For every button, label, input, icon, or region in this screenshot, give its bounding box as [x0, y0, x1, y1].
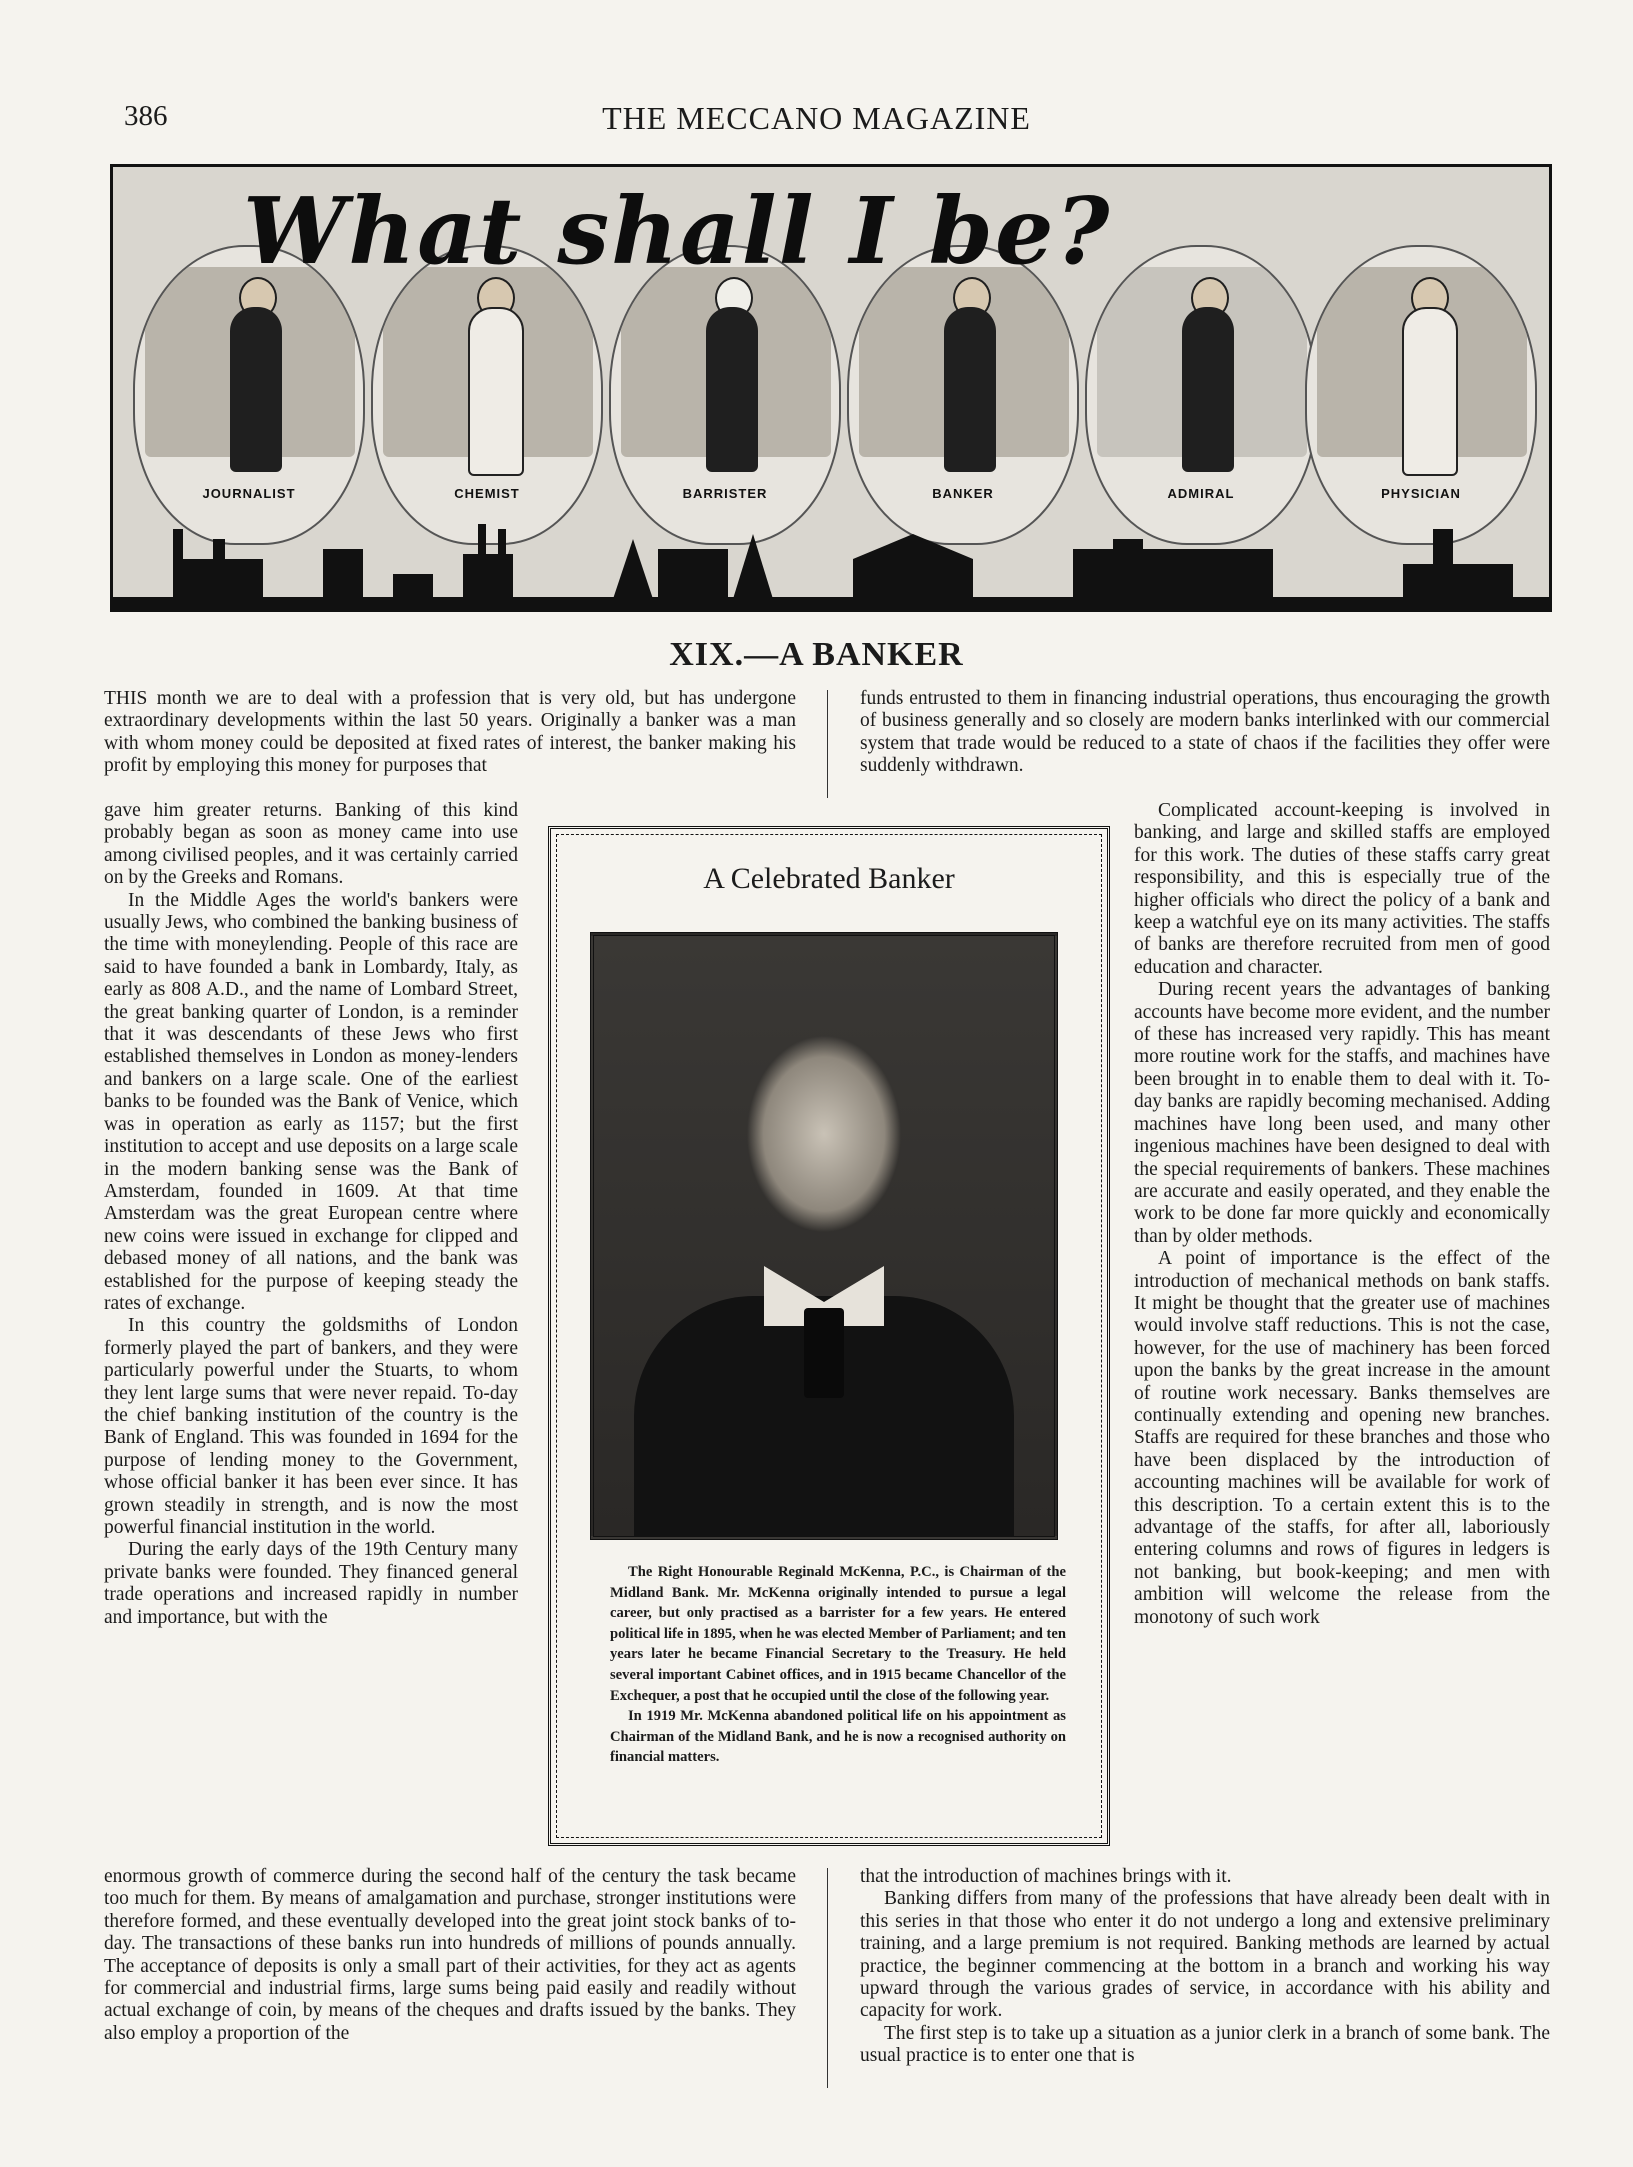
physician-vignette: [1305, 245, 1537, 545]
article-title: XIX.—A BANKER: [669, 636, 964, 673]
bottom-left-column: [104, 1866, 796, 2045]
body-right-column: [1134, 800, 1550, 1629]
profession-label: BANKER: [932, 486, 994, 501]
body-paragraph: Banking differs from many of the professions that have already been dealt with in this series in that those who enter it do not undergo a long and extensive preliminary training, and a large premium is not required. Banking methods are learned by actual practice, the beginner commencing at the bottom in a branch and working his way upward through the various grades of service, in accordance with his ability and capacity for work.: [860, 1888, 1550, 2022]
intro-paragraph-right: funds entrusted to them in financing industrial operations, thus encouraging the growth of business generally and so closely are modern banks interlinked with our commercial system that trade would be reduced to a state of chaos if the facilities they offer were suddenly withdrawn.: [860, 688, 1550, 777]
profession-label: ADMIRAL: [1167, 486, 1235, 501]
portrait-caption: [610, 1562, 1066, 1768]
intro-paragraph-left: THIS month we are to deal with a profession that is very old, but has undergone extraordinary developments within the last 50 years. Originally a banker was a man with whom money could be deposited at fixed rates of interest, the banker making his profit by employing this money for purposes that: [104, 688, 796, 777]
column-rule: [827, 1868, 828, 2088]
barrister-vignette: [609, 245, 841, 545]
admiral-vignette: [1085, 245, 1317, 545]
banner-illustration: [110, 164, 1552, 612]
intro-right-column: [860, 688, 1550, 778]
banner-title: What shall I be?: [243, 177, 1112, 285]
profession-label: JOURNALIST: [202, 486, 296, 501]
caption-paragraph: The Right Honourable Reginald McKenna, P.C., is Chairman of the Midland Bank. Mr. McKenna originally intended to pursue a legal career, but only practised as a barrister for a few years. He entered political life in 1895, when he was elected Member of Parliament; and ten years later he became Financial Secretary to the Treasury. He held several important Cabinet offices, and in 1915 became Chancellor of the Exchequer, a post that he occupied until the close of the following year.: [610, 1564, 1066, 1704]
profession-label: PHYSICIAN: [1381, 486, 1461, 501]
body-paragraph: A point of importance is the effect of the introduction of mechanical methods on bank staffs. It might be thought that the greater use of machines would involve staff reductions. This is not the case, however, for the use of machinery has been forced upon the banks by the great increase in the amount of routine work necessary. Banks themselves are continually extending and opening new branches. Staffs are required for these branches and those who have been displaced by the introduction of accounting machines will be available for work of this description. To a certain extent this is to the advantage of the staffs, for after all, laboriously entering columns and rows of figures in ledgers is not banking, but book-keeping; and men with ambition will welcome the release from the monotony of such work: [1134, 1248, 1550, 1628]
sidebar-heading: A Celebrated Banker: [703, 862, 955, 895]
body-paragraph: Complicated account-keeping is involved in banking, and large and skilled staffs are employed for this work. The duties of these staffs carry great responsibility, and this is especially true of the higher officials who direct the policy of a bank and keep a watchful eye on its many activities. The staffs of banks are therefore recruited from men of good education and character.: [1134, 800, 1550, 978]
body-paragraph: enormous growth of commerce during the second half of the century the task became too much for them. By means of amalgamation and purchase, stronger institutions were therefore formed, and these eventually developed into the great joint stock banks of to-day. The transactions of these banks run into hundreds of millions of pounds annually. The acceptance of deposits is only a small part of their activities, for they act as agents for commercial and industrial firms, large sums being paid easily and readily without actual exchange of coin, by means of the cheques and drafts issued by the banks. They also employ a proportion of the: [104, 1866, 796, 2044]
journalist-vignette: [133, 245, 365, 545]
body-paragraph: that the introduction of machines brings with it.: [860, 1866, 1232, 1887]
profession-label: BARRISTER: [682, 486, 768, 501]
banker-vignette: [847, 245, 1079, 545]
body-paragraph: During recent years the advantages of banking accounts have become more evident, and the number of these has increased very rapidly. This has meant more routine work for the staffs, and machines have been brought in to enable them to deal with it. To-day banks are rapidly becoming mechanised. Adding machines have long been used, and many other ingenious machines have been designed to deal with the special requirements of bankers. These machines are accurate and easily operated, and they enable the work to be done far more quickly and economically than by older methods.: [1134, 979, 1550, 1247]
magazine-title: THE MECCANO MAGAZINE: [602, 100, 1031, 136]
portrait-photo: [590, 932, 1058, 1540]
body-paragraph: In the Middle Ages the world's bankers were usually Jews, who combined the banking business of the time with moneylending. People of this race are said to have founded a bank in Lombardy, Italy, as early as 808 A.D., and the name of Lombard Street, the great banking quarter of London, is a reminder that it was descendants of these Jews who first established themselves in London as money-lenders and bankers on a large scale. One of the earliest banks to be founded was the Bank of Venice, which was in operation as early as 1157; but the first institution to accept and use deposits on a large scale in the modern banking sense was the Bank of Amsterdam, founded in 1609. At that time Amsterdam was the great European centre where new coins were issued in exchange for clipped and debased money of all nations, and the bank was established for the purpose of keeping steady the rates of exchange.: [104, 889, 518, 1314]
caption-paragraph: In 1919 Mr. McKenna abandoned political life on his appointment as Chairman of the Midland Bank, and he is now a recognised authority on financial matters.: [610, 1708, 1066, 1766]
body-paragraph: During the early days of the 19th Century many private banks were founded. They financed general trade operations and increased rapidly in number and importance, but with the: [104, 1539, 518, 1628]
profession-label: CHEMIST: [454, 486, 520, 501]
city-skyline-silhouette: [113, 519, 1549, 609]
body-paragraph: The first step is to take up a situation as a junior clerk in a branch of some bank. The usual practice is to enter one that is: [860, 2022, 1550, 2067]
column-rule: [827, 690, 828, 798]
body-paragraph: In this country the goldsmiths of London formerly played the part of bankers, and they were particularly powerful under the Stuarts, to whom they lent large sums that were never repaid. To-day the chief banking institution of the country is the Bank of England. This was founded in 1694 for the purpose of lending money to the Government, whose official banker it has been ever since. It has grown steadily in strength, and is now the most powerful financial institution in the world.: [104, 1315, 518, 1538]
chemist-vignette: [371, 245, 603, 545]
bottom-right-column: [860, 1866, 1550, 2068]
body-paragraph: gave him greater returns. Banking of this kind probably began as soon as money came into use among civilised peoples, and it was certainly carried on by the Greeks and Romans.: [104, 800, 518, 889]
intro-left-column: [104, 688, 796, 778]
body-left-column: [104, 800, 518, 1629]
page-number: 386: [124, 100, 168, 132]
